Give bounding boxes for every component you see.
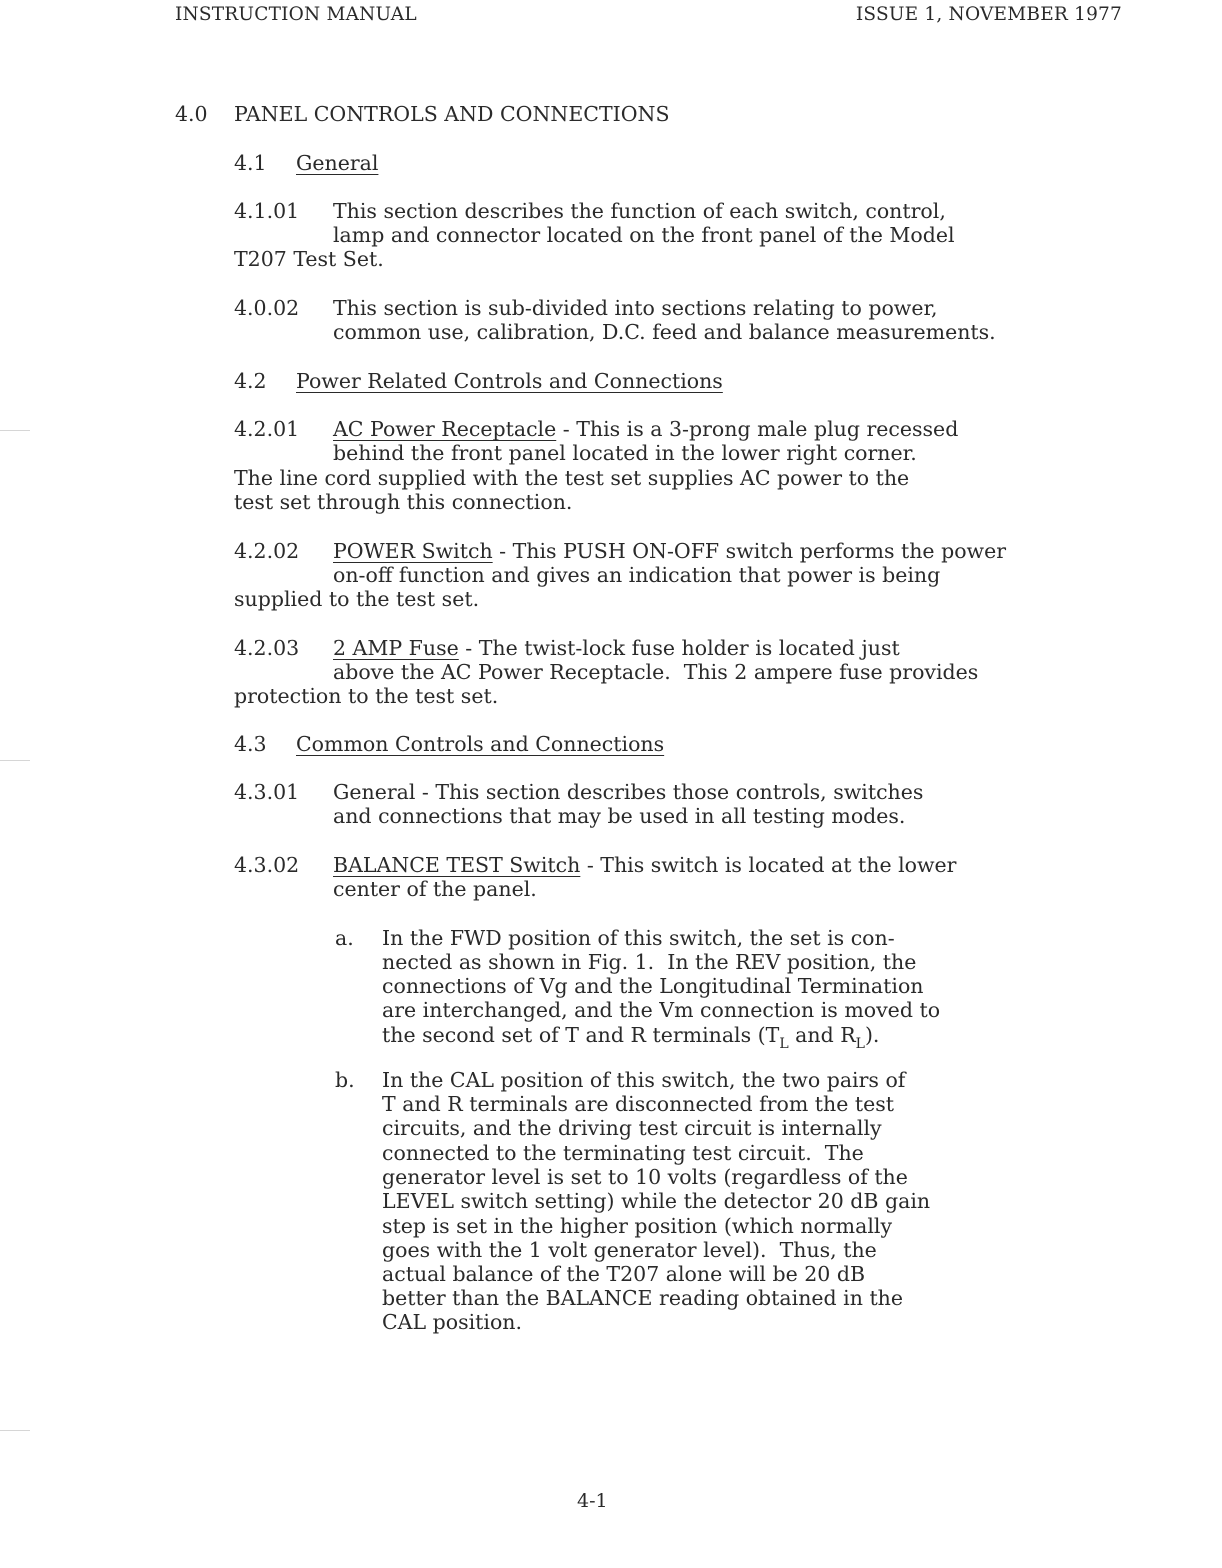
section-number: 4.1 (234, 151, 267, 175)
paragraph-line: behind the front panel located in the lower right corner. (333, 441, 917, 465)
list-item-line: are interchanged, and the Vm connection is moved to (382, 998, 941, 1022)
scan-mark (0, 760, 30, 761)
section-title: General (296, 151, 379, 175)
paragraph-line: This section describes the function of each switch, control, (333, 199, 946, 223)
list-item-line: better than the BALANCE reading obtained in the (382, 1286, 904, 1310)
header-right: ISSUE 1, NOVEMBER 1977 (855, 4, 1122, 25)
list-item-line: nected as shown in Fig. 1. In the REV position, the (382, 950, 917, 974)
paragraph-line (333, 853, 956, 877)
item-heading: BALANCE TEST Switch (333, 853, 581, 877)
section-title: Common Controls and Connections (296, 732, 665, 756)
paragraph-line: on-off function and gives an indication that power is being (333, 563, 941, 587)
list-item-line: connected to the terminating test circuit. The (382, 1141, 864, 1165)
page-number: 4-1 (577, 1490, 608, 1512)
list-label: b. (335, 1068, 355, 1092)
subscript: L (855, 1036, 865, 1052)
list-item-line: LEVEL switch setting) while the detector 20 dB gain (382, 1189, 931, 1213)
list-item-line: In the CAL position of this switch, the two pairs of (382, 1068, 906, 1092)
paragraph-number: 4.2.01 (234, 417, 300, 441)
paragraph-line: supplied to the test set. (234, 587, 480, 611)
paragraph-line: test set through this connection. (234, 490, 573, 514)
list-item-line: CAL position. (382, 1310, 523, 1334)
paragraph-line: The line cord supplied with the test set supplies AC power to the (234, 466, 910, 490)
section-number: 4.2 (234, 369, 267, 393)
section-title: Power Related Controls and Connections (296, 369, 723, 393)
list-item-line: T and R terminals are disconnected from the test (382, 1092, 895, 1116)
paragraph-line (333, 539, 1006, 563)
header-left: INSTRUCTION MANUAL (175, 4, 417, 25)
paragraph-number: 4.2.02 (234, 539, 300, 563)
paragraph-number: 4.0.02 (234, 296, 300, 320)
item-heading: POWER Switch (333, 539, 493, 563)
item-text: - This is a 3-prong male plug recessed (556, 417, 959, 441)
paragraph-line: protection to the test set. (234, 684, 499, 708)
item-text: - This PUSH ON-OFF switch performs the power (492, 539, 1007, 563)
item-text: - This switch is located at the lower (580, 853, 957, 877)
list-item-line (382, 1023, 879, 1050)
scan-mark (0, 430, 30, 431)
item-heading: 2 AMP Fuse (333, 636, 459, 660)
paragraph-line: lamp and connector located on the front panel of the Model (333, 223, 955, 247)
paragraph-line: and connections that may be used in all testing modes. (333, 804, 906, 828)
paragraph-line: above the AC Power Receptacle. This 2 ampere fuse provides (333, 660, 979, 684)
line-text: ). (864, 1023, 880, 1047)
paragraph-line (333, 636, 900, 660)
list-item-line: generator level is set to 10 volts (regardless of the (382, 1165, 908, 1189)
list-item-line: step is set in the higher position (which normally (382, 1214, 893, 1238)
paragraph-number: 4.3.02 (234, 853, 300, 877)
list-item-line: connections of Vg and the Longitudinal Termination (382, 974, 924, 998)
line-text: and R (788, 1023, 856, 1047)
paragraph-line (333, 417, 958, 441)
list-item-line: In the FWD position of this switch, the set is con- (382, 926, 895, 950)
paragraph-line: T207 Test Set. (234, 247, 384, 271)
paragraph-line: This section is sub-divided into sections relating to power, (333, 296, 938, 320)
paragraph-line: center of the panel. (333, 877, 537, 901)
paragraph-number: 4.2.03 (234, 636, 300, 660)
section-number: 4.3 (234, 732, 267, 756)
item-heading: AC Power Receptacle (333, 417, 557, 441)
subscript: L (779, 1036, 789, 1052)
paragraph-number: 4.3.01 (234, 780, 300, 804)
list-label: a. (335, 926, 354, 950)
paragraph-line: General - This section describes those controls, switches (333, 780, 924, 804)
paragraph-number: 4.1.01 (234, 199, 300, 223)
section-title: PANEL CONTROLS AND CONNECTIONS (234, 102, 670, 126)
list-item-line: actual balance of the T207 alone will be 20 dB (382, 1262, 866, 1286)
scan-mark (0, 1430, 30, 1431)
list-item-line: goes with the 1 volt generator level). Thus, the (382, 1238, 877, 1262)
section-number: 4.0 (175, 102, 208, 126)
list-item-line: circuits, and the driving test circuit is internally (382, 1116, 882, 1140)
line-text: the second set of T and R terminals (T (382, 1023, 780, 1047)
item-text: - The twist-lock fuse holder is located just (458, 636, 900, 660)
paragraph-line: common use, calibration, D.C. feed and balance measurements. (333, 320, 996, 344)
